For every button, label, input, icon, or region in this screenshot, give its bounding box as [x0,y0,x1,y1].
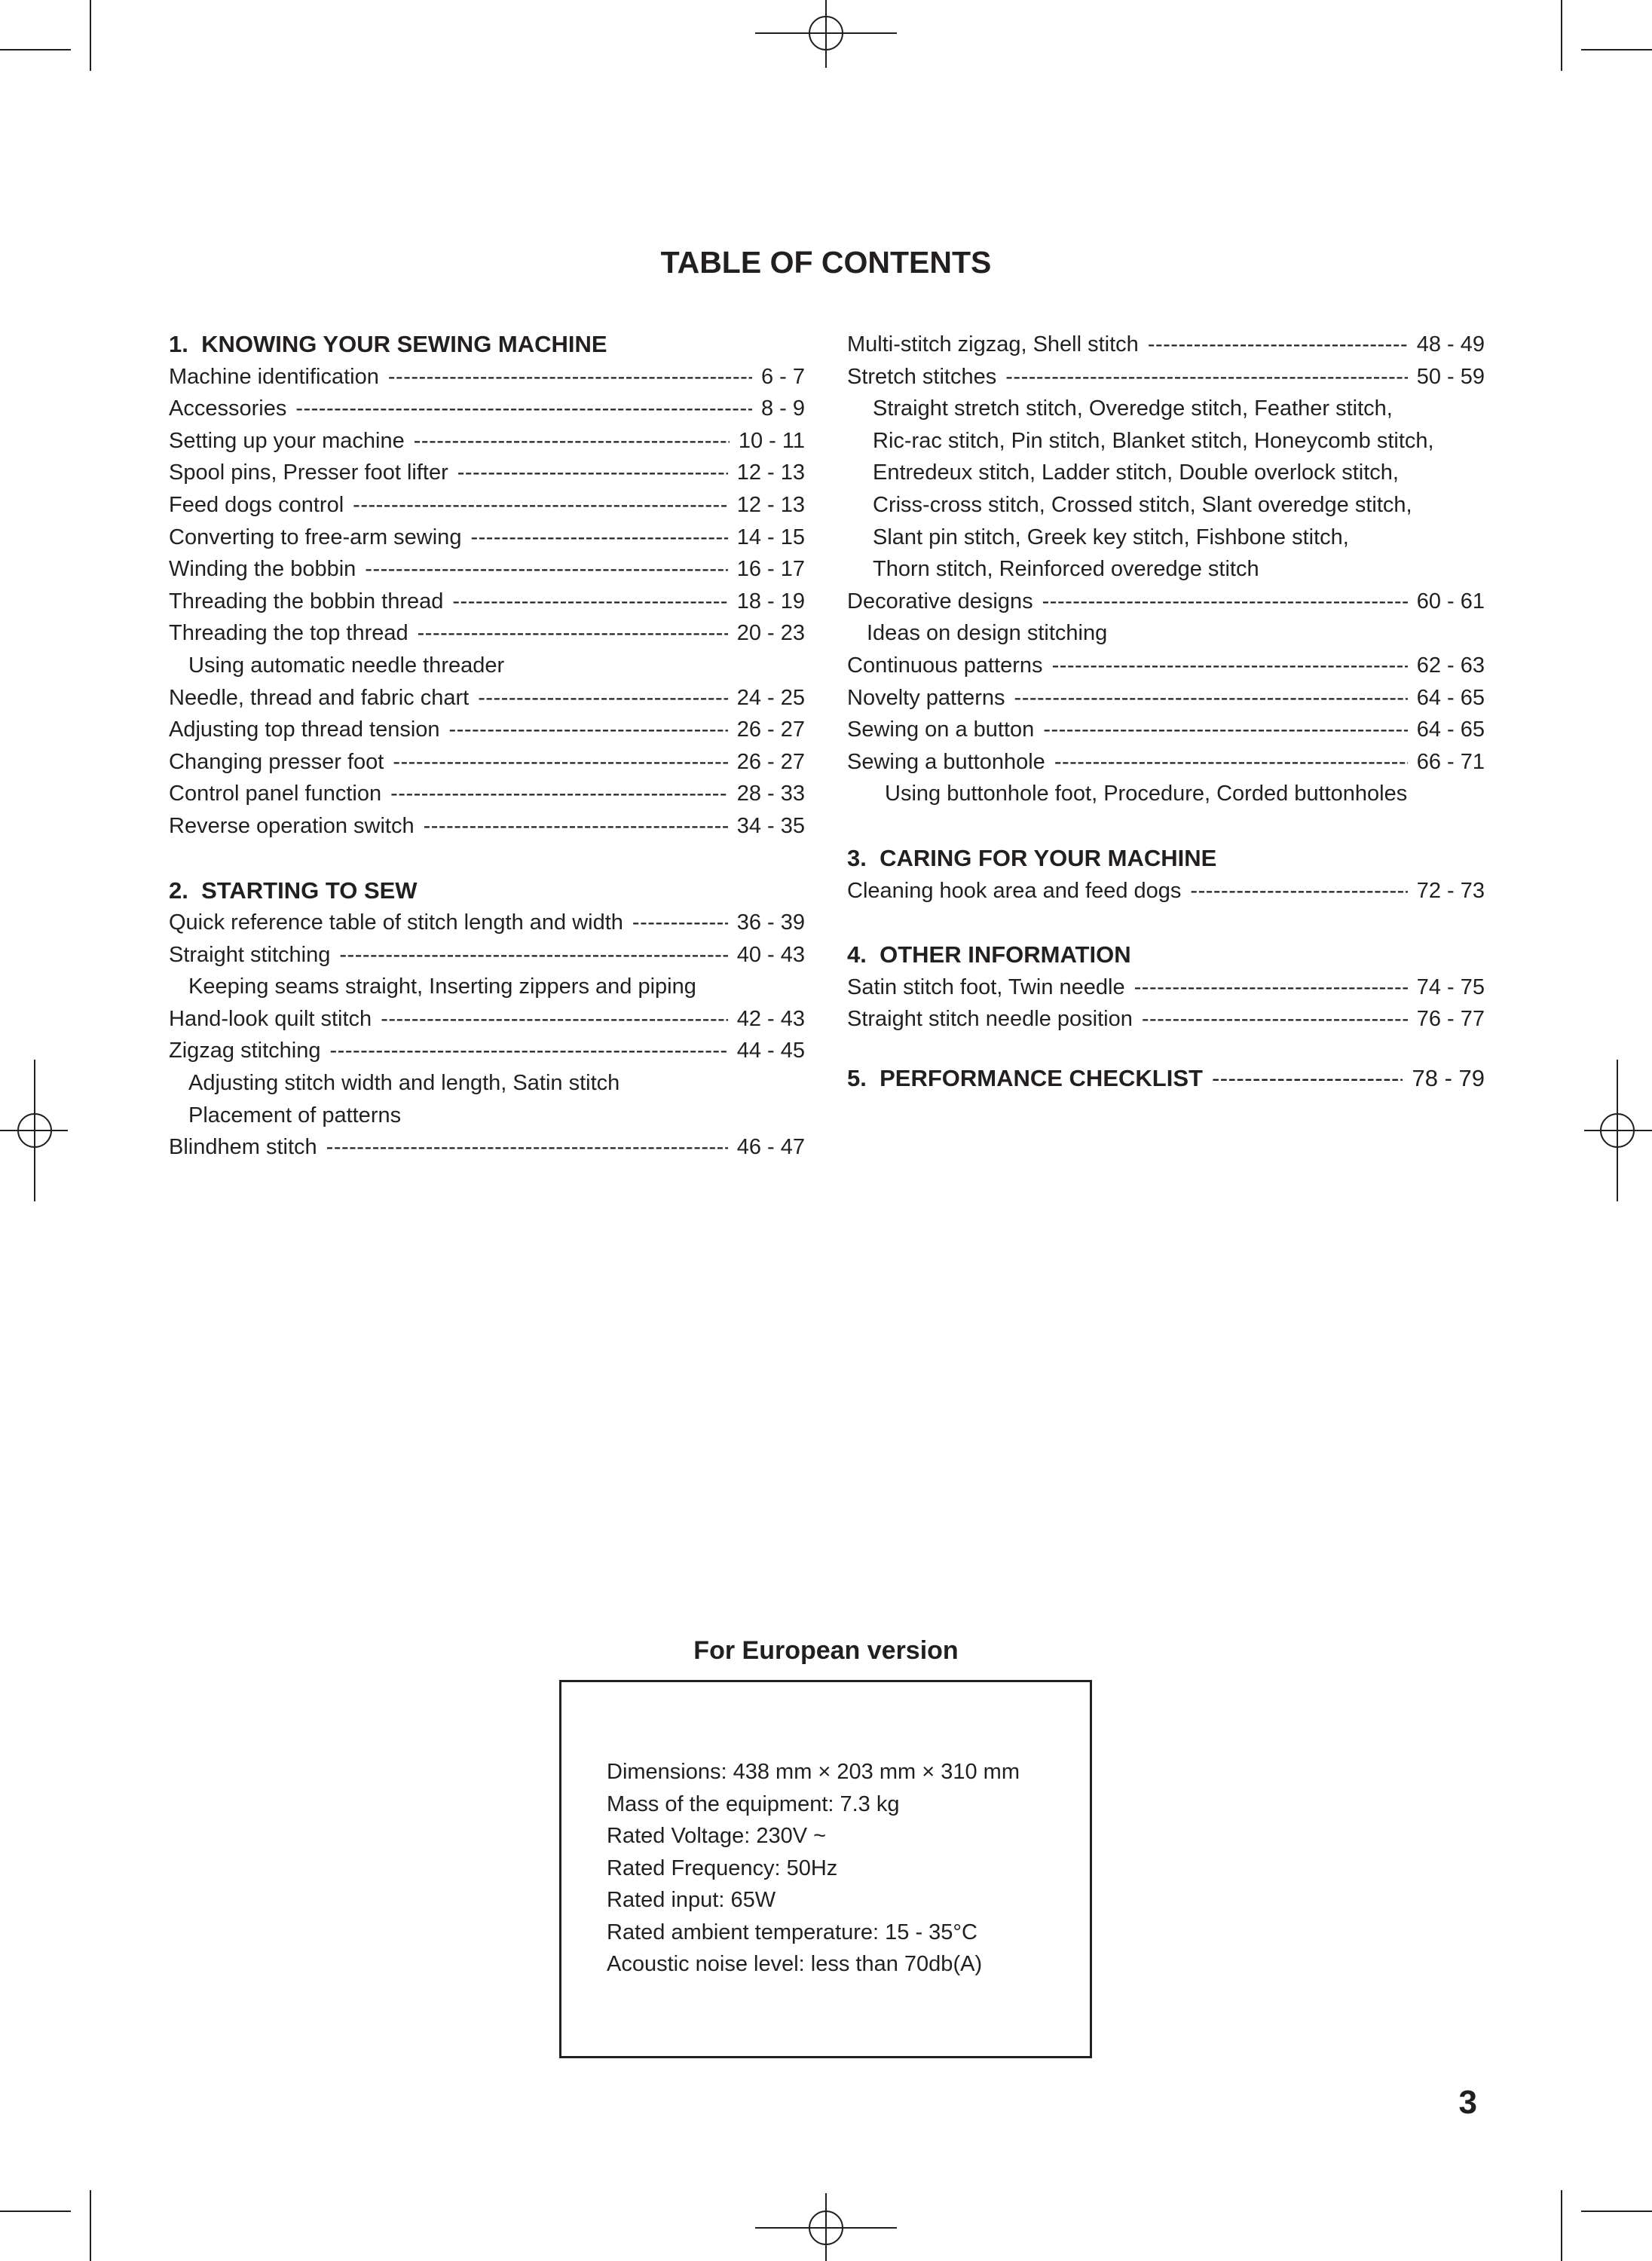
toc-subentry: Using buttonhole foot, Procedure, Corded buttonholes [885,782,1408,806]
section-title [847,1063,1212,1095]
section-number: 5. [847,1064,867,1091]
leader-dots [1212,1063,1403,1095]
leader-dots [1190,875,1407,907]
toc-entry [847,682,1485,714]
leader-dots [1043,714,1407,746]
toc-entry-label: Reverse operation switch [169,813,415,838]
page-range: 78 - 79 [1412,1064,1485,1091]
page-range: 50 - 59 [1416,364,1485,389]
toc-entry-label: Spool pins, Presser foot lifter [169,460,448,485]
toc-entry [847,361,1485,393]
european-specs-list [607,1756,1020,1981]
page-range: 64 - 65 [1416,685,1485,710]
section-number: 3. [847,844,867,871]
toc-entry-label: Adjusting top thread tension [169,717,440,742]
toc-entry-label: Straight stitching [169,942,331,967]
page-range: 48 - 49 [1416,332,1485,356]
section-heading [847,939,1485,971]
toc-entry [169,810,805,843]
section-gap [847,907,1485,939]
spec-line: Rated ambient temperature: 15 - 35°C [607,1920,977,1944]
toc-entry-label: Novelty patterns [847,685,1005,710]
toc-entry [169,682,805,714]
toc-left-column [169,329,805,1164]
section-title: KNOWING YOUR SEWING MACHINE [201,331,607,357]
toc-entry [169,746,805,779]
page-range: 36 - 39 [736,910,805,935]
section-title: OTHER INFORMATION [880,941,1131,968]
page-range: 12 - 13 [736,460,805,485]
page-range: 18 - 19 [736,589,805,613]
leader-dots [457,457,728,489]
leader-dots [1054,746,1408,779]
toc-subentry: Entredeux stitch, Ladder stitch, Double overlock stitch, [873,460,1399,485]
toc-right-column [847,329,1485,1094]
page-range: 44 - 45 [736,1039,805,1063]
leader-dots [1134,971,1408,1004]
toc-entry [169,553,805,586]
toc-subentry: Keeping seams straight, Inserting zippers and piping [188,974,696,999]
spec-line: Rated Voltage: 230V ~ [607,1824,827,1848]
toc-entry [169,1131,805,1164]
toc-entry [847,650,1485,682]
page-range: 66 - 71 [1416,749,1485,774]
page-range: 74 - 75 [1416,974,1485,999]
toc-entry-label: Winding the bobbin [169,557,356,582]
leader-dots [295,393,752,425]
leader-dots [1005,361,1407,393]
page-range: 8 - 9 [760,396,805,421]
toc-entry-label: Hand-look quilt stitch [169,1006,372,1031]
leader-dots [330,1035,728,1067]
page-range: 16 - 17 [736,557,805,582]
toc-entry-label: Feed dogs control [169,492,344,517]
toc-entry-label: Continuous patterns [847,653,1043,678]
european-version-title: For European version [693,1636,959,1665]
page-range: 46 - 47 [736,1135,805,1160]
leader-dots [326,1131,728,1164]
leader-dots [1142,1003,1408,1036]
leader-dots [414,425,730,457]
toc-entry-label: Converting to free-arm sewing [169,525,462,549]
page-range: 26 - 27 [736,749,805,774]
toc-entry-label: Needle, thread and fabric chart [169,685,470,710]
leader-dots [1014,682,1408,714]
leader-dots [381,1003,728,1036]
toc-subentry: Criss-cross stitch, Crossed stitch, Slant overedge stitch, [873,492,1412,517]
toc-entry [847,714,1485,746]
toc-entry [169,714,805,746]
toc-entry [169,489,805,522]
spec-line: Acoustic noise level: less than 70db(A) [607,1952,983,1976]
section-gap [847,1036,1485,1063]
leader-dots [424,810,728,843]
page-range: 6 - 7 [760,364,805,389]
spec-line: Dimensions: 438 mm × 203 mm × 310 mm [607,1760,1020,1784]
toc-entry [169,907,805,939]
toc-subentry: Thorn stitch, Reinforced overedge stitch [873,557,1259,582]
spec-line: Rated Frequency: 50Hz [607,1856,838,1880]
page-range: 10 - 11 [738,428,805,453]
toc-entry [169,393,805,425]
page-range: 72 - 73 [1416,878,1485,903]
leader-dots [418,617,728,650]
page-range: 76 - 77 [1416,1007,1485,1032]
toc-entry-label: Threading the top thread [169,621,408,646]
page-range: 42 - 43 [736,1006,805,1031]
toc-entry-label: Multi-stitch zigzag, Shell stitch [847,332,1139,356]
leader-dots [452,586,727,618]
toc-entry-label: Accessories [169,396,287,421]
leader-dots [632,907,728,939]
toc-entry-label: Decorative designs [847,589,1033,613]
toc-entry [169,1003,805,1036]
european-specs-box [559,1680,1092,2058]
toc-subentry: Adjusting stitch width and length, Satin stitch [188,1071,620,1096]
toc-subentry: Ric-rac stitch, Pin stitch, Blanket stitch, Honeycomb stitch, [873,428,1434,453]
leader-dots [470,522,727,554]
leader-dots [1052,650,1408,682]
toc-entry [169,586,805,618]
leader-dots [390,778,728,810]
page-range: 62 - 63 [1416,653,1485,678]
page-range: 12 - 13 [736,492,805,517]
toc-entry [847,329,1485,361]
toc-entry-label: Zigzag stitching [169,1039,321,1063]
toc-entry-label: Threading the bobbin thread [169,589,444,613]
leader-dots [393,746,727,779]
toc-entry-label: Quick reference table of stitch length and width [169,910,623,935]
toc-entry [847,746,1485,779]
section-heading [847,843,1485,875]
spec-line: Rated input: 65W [607,1888,776,1912]
toc-entry [169,425,805,457]
section-number: 4. [847,941,867,968]
toc-entry [169,778,805,810]
section-number: 1. [169,331,188,357]
section-title: CARING FOR YOUR MACHINE [880,844,1217,871]
page-range: 20 - 23 [736,621,805,646]
leader-dots [1042,586,1408,618]
leader-dots [353,489,728,522]
toc-subentry: Placement of patterns [188,1103,402,1127]
section-heading [169,329,805,361]
toc-entry-label: Cleaning hook area and feed dogs [847,878,1182,903]
toc-entry [169,522,805,554]
toc-subentry: Ideas on design stitching [867,621,1108,646]
toc-entry [847,1003,1485,1036]
leader-dots [449,714,728,746]
page-range: 60 - 61 [1416,589,1485,613]
page-range: 34 - 35 [736,813,805,838]
toc-subentry: Slant pin stitch, Greek key stitch, Fishbone stitch, [873,525,1349,549]
toc-entry-label: Changing presser foot [169,749,384,774]
toc-entry-label: Sewing on a button [847,717,1035,742]
toc-entry [169,457,805,489]
toc-entry [169,361,805,393]
leader-dots [1148,329,1408,361]
leader-dots [478,682,728,714]
toc-entry [847,586,1485,618]
toc-entry-label: Stretch stitches [847,364,997,389]
section-gap [847,810,1485,843]
section-title: STARTING TO SEW [201,877,418,904]
section-gap [169,843,805,875]
toc-entry [169,617,805,650]
toc-entry-label: Control panel function [169,782,382,806]
page-range: 14 - 15 [736,525,805,549]
page-number: 3 [1458,2084,1477,2121]
page-range: 24 - 25 [736,685,805,710]
page-range: 28 - 33 [736,782,805,806]
section-heading-entry [847,1063,1485,1095]
section-heading [169,875,805,907]
toc-entry [169,939,805,971]
toc-entry-label: Blindhem stitch [169,1135,317,1160]
page-title: TABLE OF CONTENTS [660,245,992,280]
toc-subentry: Using automatic needle threader [188,653,505,678]
toc-entry [169,1035,805,1067]
leader-dots [388,361,752,393]
page-range: 40 - 43 [736,942,805,967]
leader-dots [365,553,727,586]
toc-entry [847,875,1485,907]
leader-dots [339,939,727,971]
toc-entry-label: Sewing a buttonhole [847,749,1045,774]
section-title-text: PERFORMANCE CHECKLIST [880,1064,1203,1091]
toc-entry-label: Machine identification [169,364,379,389]
page-range: 64 - 65 [1416,717,1485,742]
toc-entry [847,971,1485,1004]
page-range: 26 - 27 [736,717,805,742]
section-number: 2. [169,877,188,904]
toc-entry-label: Straight stitch needle position [847,1007,1133,1032]
toc-entry-label: Setting up your machine [169,428,405,453]
toc-subentry: Straight stretch stitch, Overedge stitch, Feather stitch, [873,396,1393,421]
toc-entry-label: Satin stitch foot, Twin needle [847,974,1125,999]
spec-line: Mass of the equipment: 7.3 kg [607,1791,900,1816]
